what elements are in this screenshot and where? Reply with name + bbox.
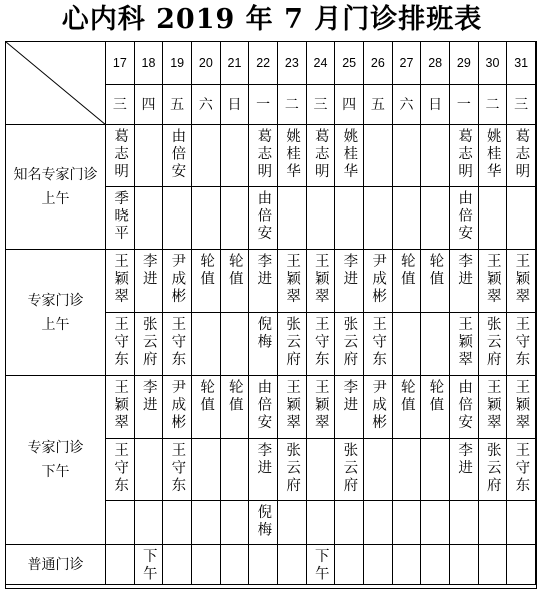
schedule-cell <box>249 376 278 439</box>
doctor-name: 季晓平 <box>112 190 129 243</box>
schedule-cell <box>364 125 393 187</box>
date-header: 26 <box>364 42 393 85</box>
doctor-name: 王守东 <box>312 316 329 369</box>
schedule-cell <box>135 376 164 439</box>
schedule-cell <box>450 125 479 187</box>
date-header: 27 <box>393 42 422 85</box>
schedule-cell <box>192 187 221 250</box>
date-header: 30 <box>479 42 508 85</box>
weekday-header: 日 <box>221 85 250 125</box>
doctor-name: 王颖翠 <box>312 379 329 432</box>
schedule-cell <box>221 313 250 376</box>
schedule-cell <box>479 250 508 313</box>
section-label: 普通门诊 <box>6 545 106 585</box>
weekday-header: 五 <box>364 85 393 125</box>
doctor-name: 王颖翠 <box>484 379 501 432</box>
schedule-cell <box>221 545 250 585</box>
doctor-name: 葛志明 <box>456 128 473 181</box>
section-label: 专家门诊 上午 <box>6 250 106 376</box>
weekday-header: 六 <box>393 85 422 125</box>
schedule-cell <box>335 501 364 545</box>
doctor-name: 李进 <box>456 253 473 288</box>
weekday-header: 二 <box>479 85 508 125</box>
doctor-name: 由倍安 <box>255 379 272 432</box>
schedule-cell <box>450 187 479 250</box>
schedule-cell <box>307 376 336 439</box>
schedule-cell <box>507 501 536 545</box>
doctor-name: 下午 <box>312 548 329 583</box>
schedule-cell <box>278 125 307 187</box>
doctor-name: 李进 <box>341 253 358 288</box>
schedule-cell <box>106 125 135 187</box>
doctor-name: 李进 <box>341 379 358 414</box>
schedule-cell <box>249 439 278 501</box>
schedule-cell <box>249 545 278 585</box>
schedule-cell <box>421 187 450 250</box>
schedule-cell <box>450 439 479 501</box>
schedule-cell <box>249 501 278 545</box>
doctor-name: 倪梅 <box>255 316 272 351</box>
schedule-cell <box>421 545 450 585</box>
doctor-name: 轮值 <box>198 253 215 288</box>
schedule-cell <box>307 439 336 501</box>
schedule-title: 心内科 2019 年 7 月门诊排班表 <box>61 4 483 35</box>
doctor-name: 尹成彬 <box>370 379 387 432</box>
doctor-name: 由倍安 <box>456 379 473 432</box>
schedule-cell <box>307 187 336 250</box>
schedule-cell <box>221 250 250 313</box>
weekday-header: 一 <box>249 85 278 125</box>
schedule-cell <box>221 376 250 439</box>
schedule-cell <box>163 501 192 545</box>
schedule-cell <box>393 376 422 439</box>
schedule-cell <box>163 376 192 439</box>
schedule-cell <box>135 187 164 250</box>
schedule-cell <box>507 439 536 501</box>
schedule-cell <box>479 439 508 501</box>
schedule-cell <box>335 376 364 439</box>
section-label: 知名专家门诊 上午 <box>6 125 106 250</box>
doctor-name: 张云府 <box>484 316 501 369</box>
diagonal-line <box>6 42 106 125</box>
schedule-cell <box>393 313 422 376</box>
schedule-cell <box>106 187 135 250</box>
doctor-name: 王颖翠 <box>284 379 301 432</box>
schedule-cell <box>278 501 307 545</box>
schedule-cell <box>163 545 192 585</box>
doctor-name: 王守东 <box>169 442 186 495</box>
weekday-header: 日 <box>421 85 450 125</box>
doctor-name: 下午 <box>140 548 157 583</box>
schedule-cell <box>135 501 164 545</box>
schedule-cell <box>278 376 307 439</box>
doctor-name: 李进 <box>140 253 157 288</box>
date-header: 31 <box>507 42 536 85</box>
date-header: 24 <box>307 42 336 85</box>
doctor-name: 王守东 <box>513 442 530 495</box>
schedule-cell <box>364 545 393 585</box>
schedule-cell <box>307 125 336 187</box>
schedule-cell <box>163 187 192 250</box>
date-header: 18 <box>135 42 164 85</box>
doctor-name: 轮值 <box>226 379 243 414</box>
schedule-cell <box>221 439 250 501</box>
doctor-name: 轮值 <box>398 379 415 414</box>
weekday-header: 三 <box>106 85 135 125</box>
schedule-cell <box>307 250 336 313</box>
weekday-header: 三 <box>507 85 536 125</box>
schedule-cell <box>421 125 450 187</box>
schedule-cell <box>393 250 422 313</box>
date-header: 25 <box>335 42 364 85</box>
weekday-header: 二 <box>278 85 307 125</box>
schedule-cell <box>192 376 221 439</box>
date-header: 20 <box>192 42 221 85</box>
doctor-name: 李进 <box>255 442 272 477</box>
weekday-header: 三 <box>307 85 336 125</box>
doctor-name: 张云府 <box>284 442 301 495</box>
schedule-cell <box>479 125 508 187</box>
schedule-cell <box>249 187 278 250</box>
schedule-cell <box>364 501 393 545</box>
doctor-name: 张云府 <box>341 442 358 495</box>
schedule-cell <box>364 313 393 376</box>
schedule-cell <box>421 439 450 501</box>
schedule-cell <box>421 501 450 545</box>
doctor-name: 倪梅 <box>255 504 272 539</box>
schedule-cell <box>221 501 250 545</box>
doctor-name: 轮值 <box>226 253 243 288</box>
schedule-cell <box>335 250 364 313</box>
doctor-name: 姚桂华 <box>484 128 501 181</box>
date-header: 22 <box>249 42 278 85</box>
schedule-cell <box>450 501 479 545</box>
doctor-name: 王颖翠 <box>112 253 129 306</box>
weekday-header: 四 <box>135 85 164 125</box>
schedule-cell <box>249 250 278 313</box>
schedule-cell <box>364 439 393 501</box>
schedule-cell <box>393 545 422 585</box>
schedule-cell <box>192 250 221 313</box>
schedule-cell <box>278 313 307 376</box>
doctor-name: 王颖翠 <box>484 253 501 306</box>
schedule-cell <box>135 250 164 313</box>
doctor-name: 由倍安 <box>169 128 186 181</box>
doctor-name: 王颖翠 <box>456 316 473 369</box>
doctor-name: 王颖翠 <box>513 253 530 306</box>
schedule-cell <box>450 313 479 376</box>
schedule-cell <box>307 313 336 376</box>
date-header: 23 <box>278 42 307 85</box>
doctor-name: 轮值 <box>198 379 215 414</box>
schedule-cell <box>278 250 307 313</box>
schedule-cell <box>135 545 164 585</box>
schedule-cell <box>335 313 364 376</box>
doctor-name: 王守东 <box>169 316 186 369</box>
schedule-cell <box>135 439 164 501</box>
schedule-cell <box>278 439 307 501</box>
doctor-name: 葛志明 <box>112 128 129 181</box>
schedule-cell <box>450 250 479 313</box>
schedule-cell <box>479 187 508 250</box>
schedule-cell <box>479 376 508 439</box>
schedule-cell <box>307 501 336 545</box>
schedule-cell <box>450 376 479 439</box>
schedule-cell <box>393 439 422 501</box>
schedule-cell <box>106 545 135 585</box>
schedule-cell <box>106 250 135 313</box>
doctor-name: 李进 <box>456 442 473 477</box>
schedule-cell <box>507 545 536 585</box>
schedule-cell <box>450 545 479 585</box>
doctor-name: 葛志明 <box>255 128 272 181</box>
weekday-header: 六 <box>192 85 221 125</box>
schedule-cell <box>163 439 192 501</box>
schedule-cell <box>221 187 250 250</box>
doctor-name: 轮值 <box>427 379 444 414</box>
doctor-name: 李进 <box>140 379 157 414</box>
schedule-cell <box>163 125 192 187</box>
schedule-cell <box>192 439 221 501</box>
weekday-header: 四 <box>335 85 364 125</box>
schedule-cell <box>335 125 364 187</box>
date-header: 17 <box>106 42 135 85</box>
doctor-name: 轮值 <box>398 253 415 288</box>
doctor-name: 王颖翠 <box>284 253 301 306</box>
doctor-name: 王颖翠 <box>312 253 329 306</box>
date-header: 29 <box>450 42 479 85</box>
schedule-cell <box>421 250 450 313</box>
section-label: 专家门诊 下午 <box>6 376 106 545</box>
doctor-name: 王颖翠 <box>112 379 129 432</box>
doctor-name: 王颖翠 <box>513 379 530 432</box>
schedule-cell <box>192 545 221 585</box>
doctor-name: 葛志明 <box>513 128 530 181</box>
weekday-header: 一 <box>450 85 479 125</box>
schedule-cell <box>106 501 135 545</box>
schedule-cell <box>479 545 508 585</box>
schedule-cell <box>507 125 536 187</box>
doctor-name: 轮值 <box>427 253 444 288</box>
doctor-name: 葛志明 <box>312 128 329 181</box>
schedule-cell <box>221 125 250 187</box>
schedule-cell <box>421 313 450 376</box>
doctor-name: 张云府 <box>484 442 501 495</box>
schedule-cell <box>335 439 364 501</box>
schedule-cell <box>364 187 393 250</box>
date-header: 19 <box>163 42 192 85</box>
doctor-name: 张云府 <box>341 316 358 369</box>
schedule-cell <box>364 376 393 439</box>
schedule-cell <box>192 125 221 187</box>
doctor-name: 尹成彬 <box>169 379 186 432</box>
header-corner-cell <box>6 42 106 125</box>
schedule-cell <box>479 313 508 376</box>
schedule-cell <box>507 187 536 250</box>
doctor-name: 王守东 <box>112 442 129 495</box>
doctor-name: 姚桂华 <box>341 128 358 181</box>
schedule-cell <box>364 250 393 313</box>
schedule-table <box>5 41 537 589</box>
schedule-cell <box>393 187 422 250</box>
date-header: 28 <box>421 42 450 85</box>
doctor-name: 王守东 <box>112 316 129 369</box>
schedule-cell <box>335 187 364 250</box>
schedule-cell <box>192 501 221 545</box>
schedule-cell <box>106 313 135 376</box>
doctor-name: 姚桂华 <box>284 128 301 181</box>
doctor-name: 李进 <box>255 253 272 288</box>
schedule-cell <box>106 376 135 439</box>
schedule-cell <box>163 250 192 313</box>
schedule-cell <box>507 376 536 439</box>
schedule-cell <box>278 187 307 250</box>
doctor-name: 尹成彬 <box>169 253 186 306</box>
doctor-name: 尹成彬 <box>370 253 387 306</box>
schedule-cell <box>393 501 422 545</box>
schedule-cell <box>249 313 278 376</box>
schedule-cell <box>278 545 307 585</box>
date-header: 21 <box>221 42 250 85</box>
doctor-name: 张云府 <box>284 316 301 369</box>
schedule-cell <box>135 313 164 376</box>
weekday-header: 五 <box>163 85 192 125</box>
schedule-cell <box>479 501 508 545</box>
schedule-cell <box>249 125 278 187</box>
doctor-name: 王守东 <box>513 316 530 369</box>
schedule-cell <box>507 250 536 313</box>
schedule-cell <box>135 125 164 187</box>
schedule-cell <box>163 313 192 376</box>
schedule-cell <box>507 313 536 376</box>
schedule-cell <box>421 376 450 439</box>
schedule-cell <box>393 125 422 187</box>
schedule-cell <box>335 545 364 585</box>
schedule-cell <box>192 313 221 376</box>
doctor-name: 王守东 <box>370 316 387 369</box>
schedule-cell <box>106 439 135 501</box>
doctor-name: 由倍安 <box>456 190 473 243</box>
doctor-name: 张云府 <box>140 316 157 369</box>
doctor-name: 由倍安 <box>255 190 272 243</box>
schedule-cell <box>307 545 336 585</box>
